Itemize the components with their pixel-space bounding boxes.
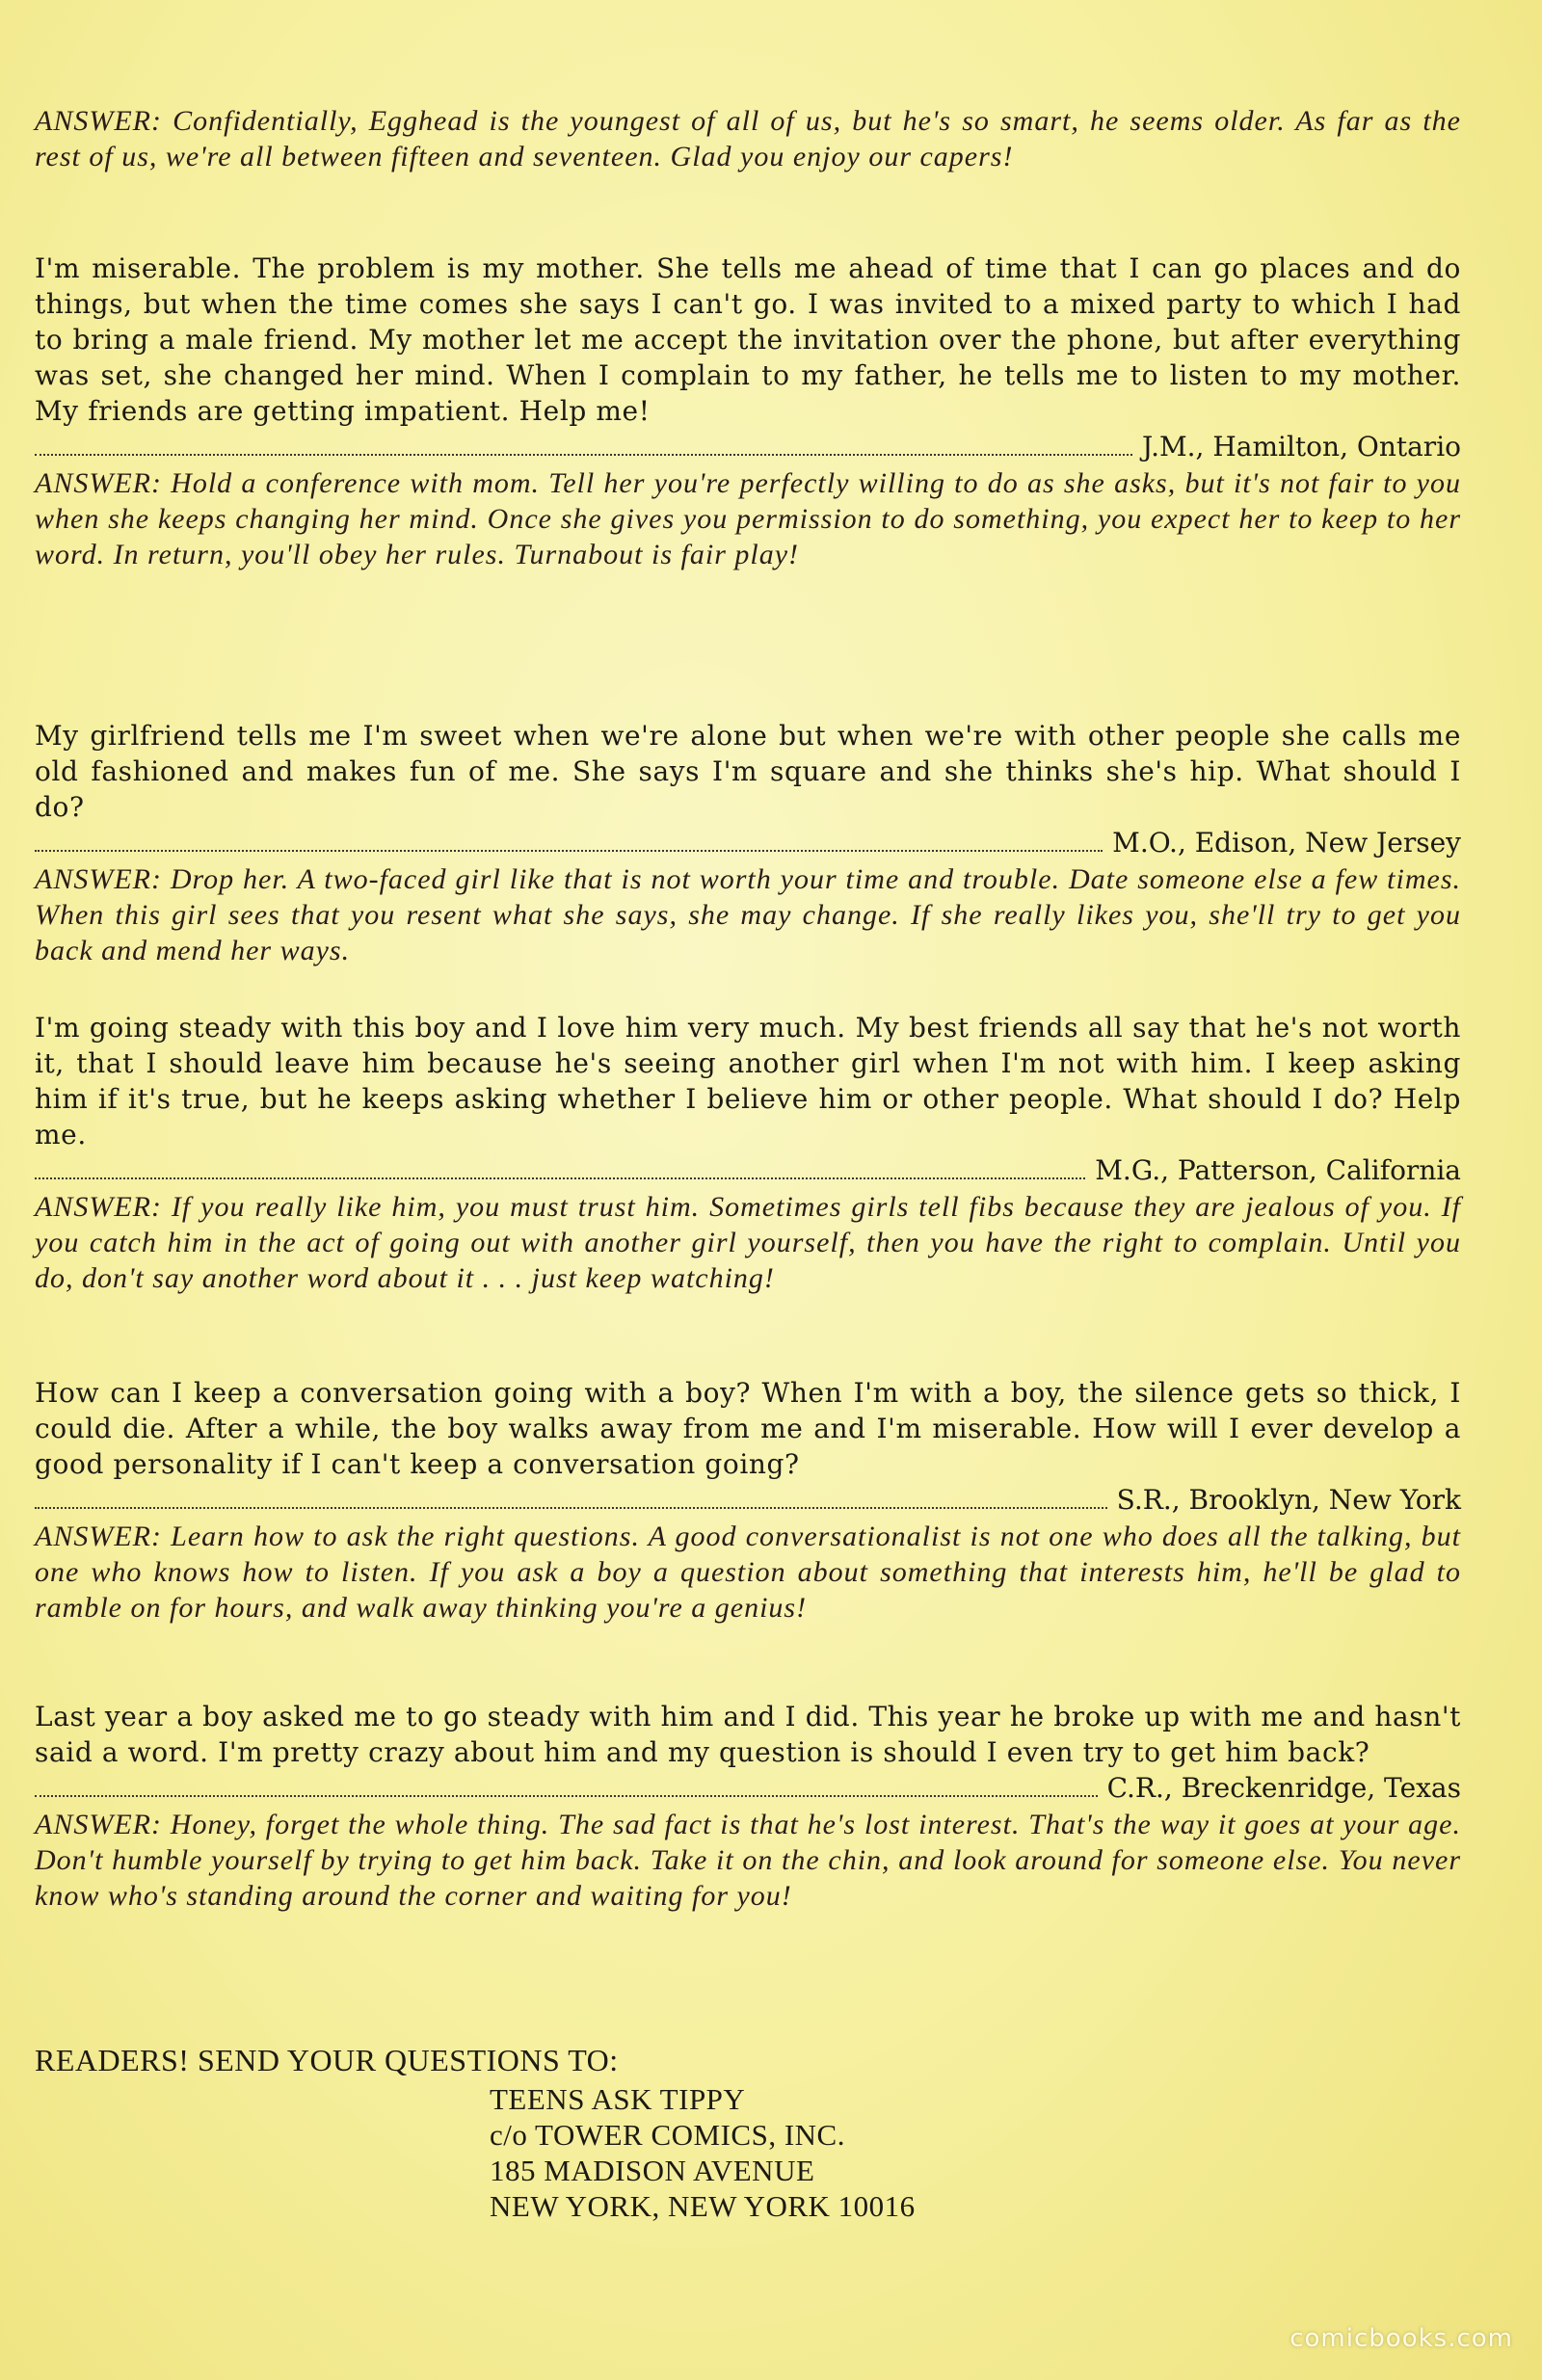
answer-text: ANSWER: Confidentially, Egghead is the youngest of all of us, but he's so smart, he seems older. As far as the rest of us, we're all between fifteen and seventeen. Glad you enjoy our capers! [35, 105, 1461, 172]
answer-text: ANSWER: Hold a conference with mom. Tell her you're perfectly willing to do as she asks, but it's not fair to you when she keeps changing her mind. Once she gives you permission to do something, you expect her to keep to her word. In return, you'll obey her rules. Turnabout is fair play! [35, 467, 1461, 570]
qa-block-3 [35, 718, 1461, 968]
signature: S.R., Brooklyn, New York [1116, 1484, 1461, 1516]
signature-line [35, 429, 1461, 465]
signature-line [35, 1770, 1461, 1807]
address-line: c/o TOWER COMICS, INC. [490, 2118, 845, 2152]
qa-block-1 [35, 103, 1461, 174]
letter-text: My girlfriend tells me I'm sweet when we're alone but when we're with other people she calls me old fashioned and makes fun of me. She says I'm square and she thinks she's hip. What should I do? [35, 720, 1461, 823]
answer-text: ANSWER: Drop her. A two-faced girl like that is not worth your time and trouble. Date someone else a few times. When this girl sees that you resent what she says, she may change. If she really likes you, she'll try to get you back and mend her ways. [35, 863, 1461, 966]
signature-line [35, 825, 1461, 861]
address-line: NEW YORK, NEW YORK 10016 [490, 2189, 916, 2223]
dot-leader [35, 849, 1103, 852]
qa-block-5 [35, 1375, 1461, 1626]
answer-text: ANSWER: Learn how to ask the right questions. A good conversationalist is not one who does all the talking, but one who knows how to listen. If you ask a boy a question about something that interests him, he'll be glad to ramble on for hours, and walk away thinking you're a genius! [35, 1521, 1461, 1624]
watermark: comicbooks.com [1289, 2324, 1513, 2353]
readers-heading: READERS! SEND YOUR QUESTIONS TO: [35, 2043, 619, 2077]
answer-text: ANSWER: If you really like him, you must trust him. Sometimes girls tell fibs because they are jealous of you. If you catch him in the act of going out with another girl yourself, then you have the right to complain. Until you do, don't say another word about it . . . just keep watching! [35, 1191, 1461, 1294]
mailing-address [490, 2081, 916, 2224]
qa-block-4 [35, 1010, 1461, 1296]
signature-line [35, 1152, 1461, 1189]
dot-leader [35, 453, 1132, 456]
dot-leader [35, 1177, 1085, 1179]
signature: M.G., Patterson, California [1095, 1154, 1461, 1186]
signature: C.R., Breckenridge, Texas [1106, 1772, 1461, 1804]
letter-text: I'm miserable. The problem is my mother. She tells me ahead of time that I can go places and do things, but when the time comes she says I can't go. I was invited to a mixed party to which I had to bring a male friend. My mother let me accept the invitation over the phone, but after everything was set, she changed her mind. When I complain to my father, he tells me to listen to my mother. My friends are getting impatient. Help me! [35, 252, 1461, 427]
signature: M.O., Edison, New Jersey [1112, 827, 1461, 859]
letter-text: Last year a boy asked me to go steady with him and I did. This year he broke up with me and hasn't said a word. I'm pretty crazy about him and my question is should I even try to get him back? [35, 1701, 1461, 1768]
answer-text: ANSWER: Honey, forget the whole thing. The sad fact is that he's lost interest. That's the way it goes at your age. Don't humble yourself by trying to get him back. Take it on the chin, and look around for someone else. You never know who's standing around the corner and waiting for you! [35, 1809, 1461, 1912]
signature-line [35, 1482, 1461, 1519]
address-line: 185 MADISON AVENUE [490, 2154, 815, 2187]
qa-block-2 [35, 251, 1461, 572]
signature: J.M., Hamilton, Ontario [1142, 431, 1461, 463]
dot-leader [35, 1506, 1107, 1509]
address-line: TEENS ASK TIPPY [490, 2082, 746, 2116]
qa-block-6 [35, 1699, 1461, 1914]
letter-text: I'm going steady with this boy and I love him very much. My best friends all say that he's not worth it, that I should leave him because he's seeing another girl when I'm not with him. I keep asking him if it's true, but he keeps asking whether I believe him or other people. What should I do? Help me. [35, 1012, 1461, 1150]
dot-leader [35, 1794, 1098, 1797]
letter-text: How can I keep a conversation going with a boy? When I'm with a boy, the silence gets so thick, I could die. After a while, the boy walks away from me and I'm miserable. How will I ever develop a good personality if I can't keep a conversation going? [35, 1377, 1461, 1480]
